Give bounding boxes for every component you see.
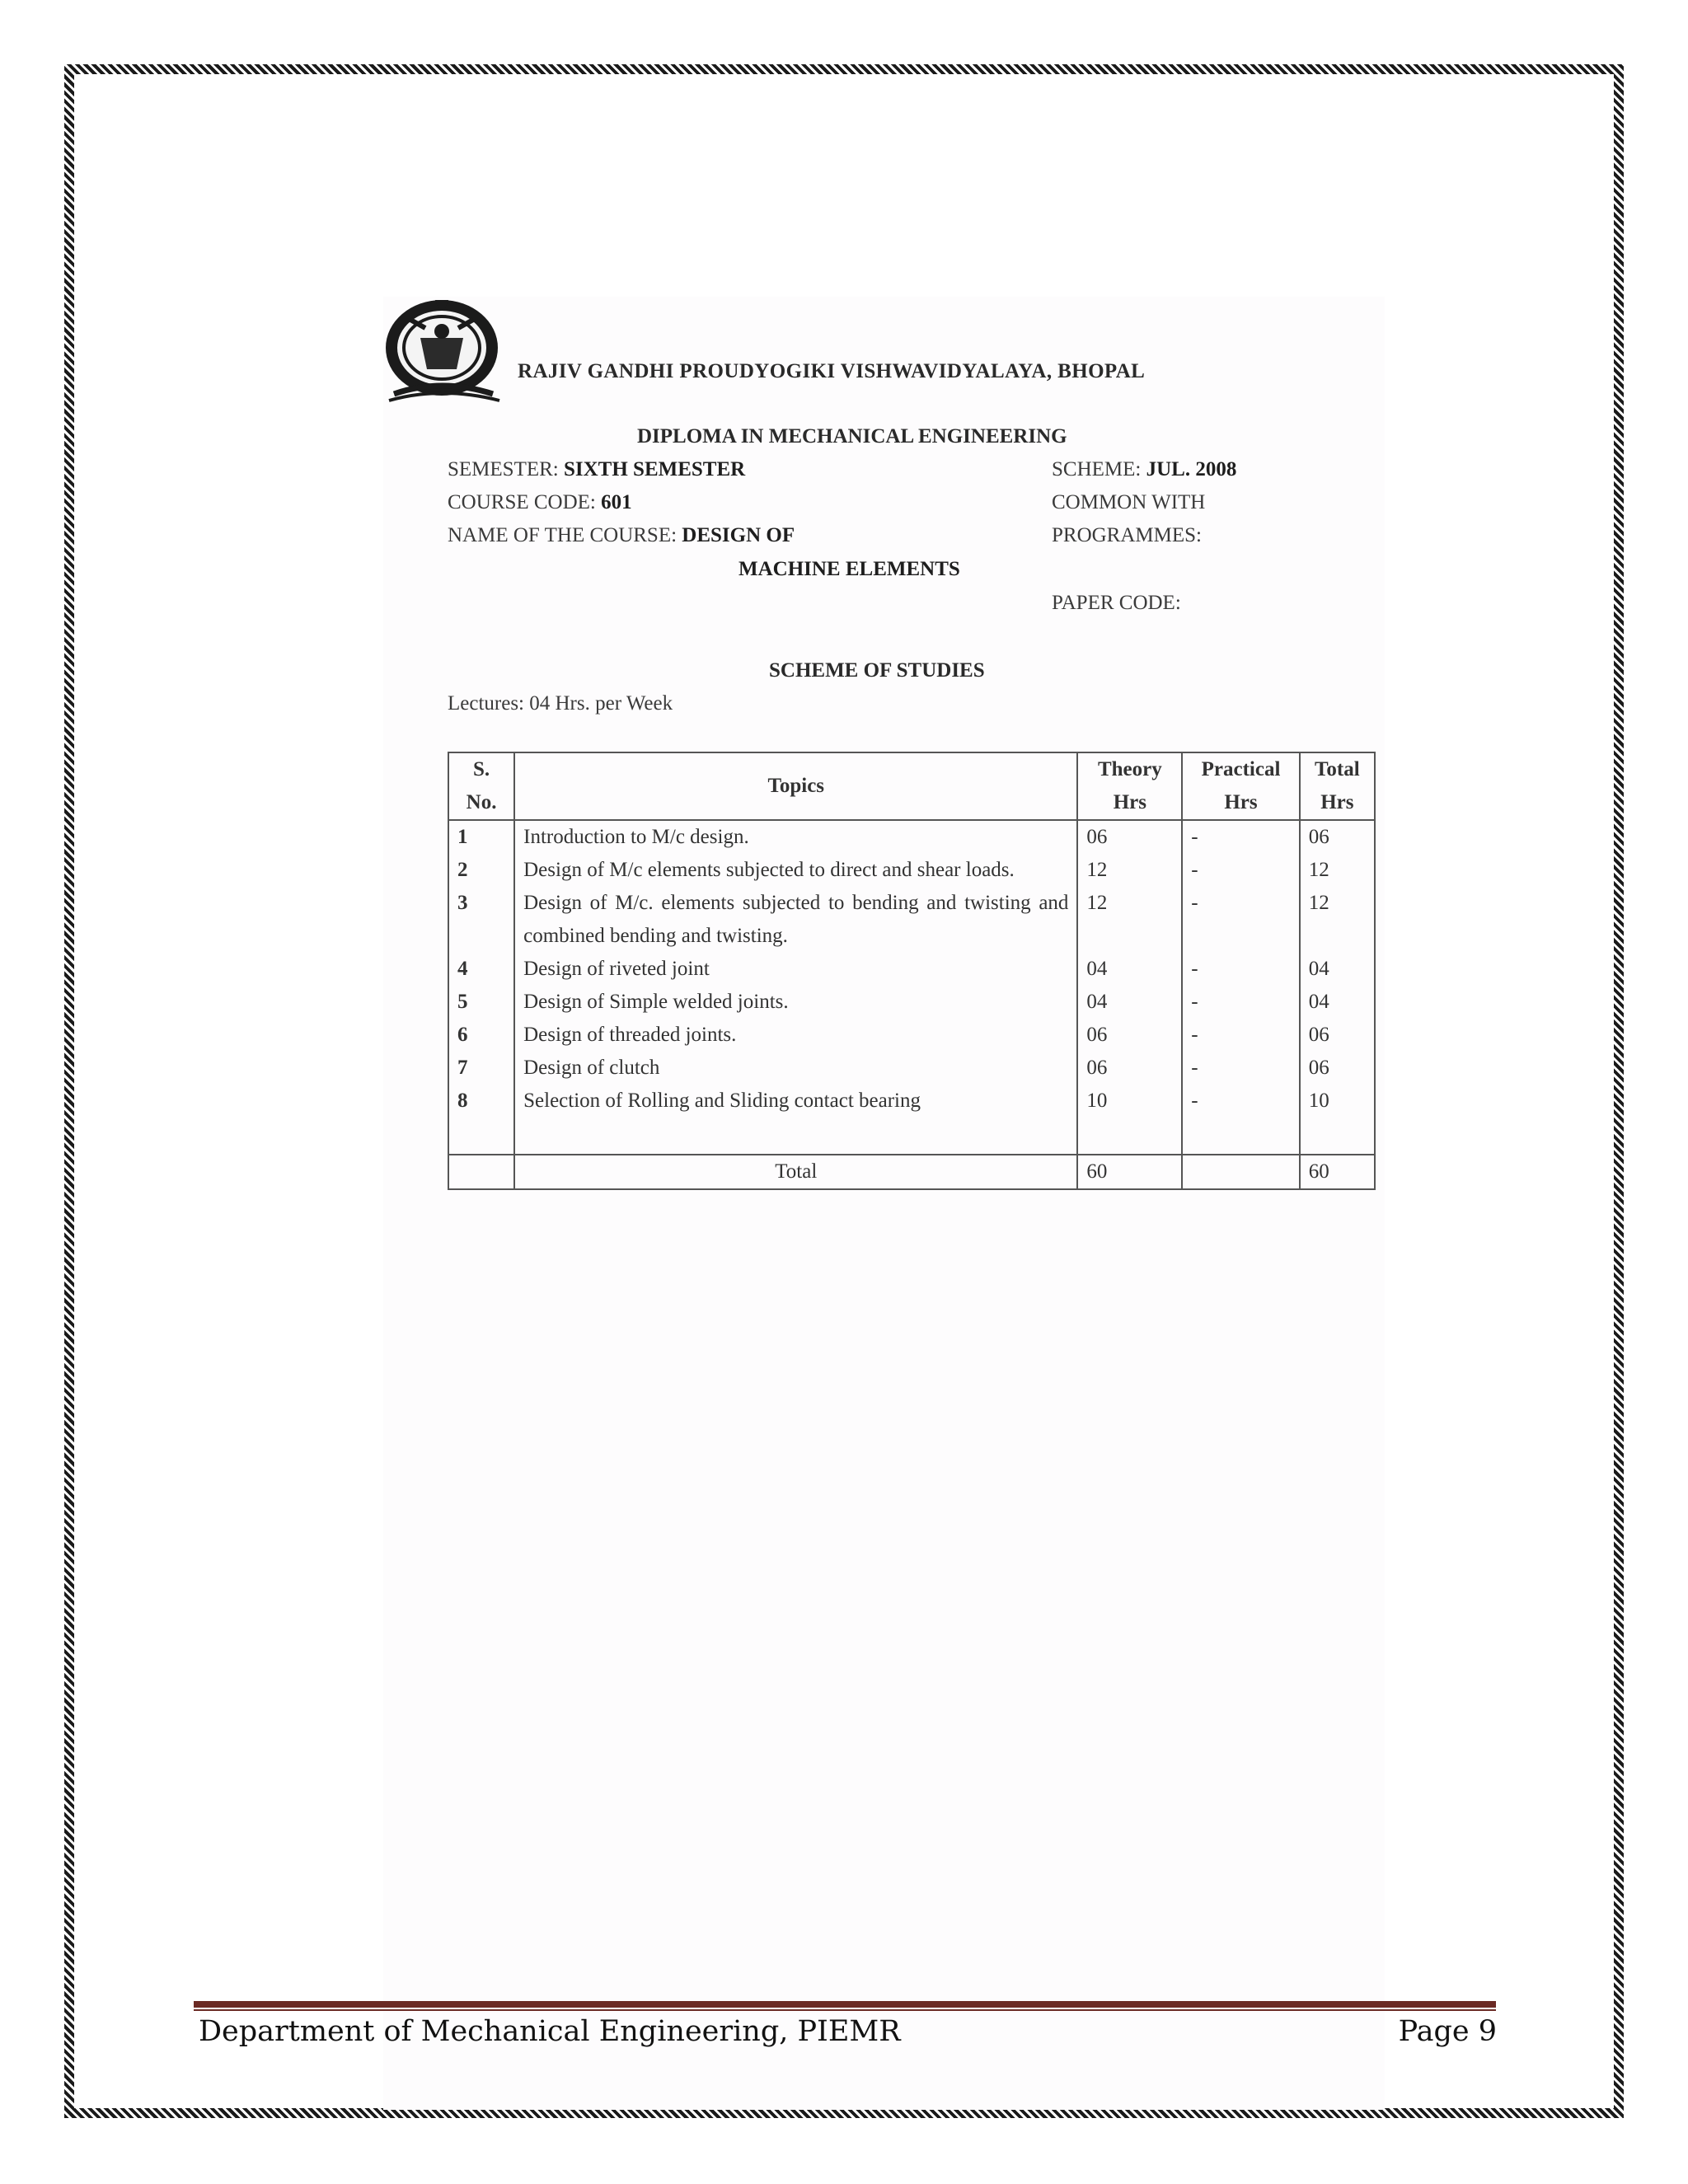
row-sno: 1	[448, 820, 514, 854]
row-topic: Design of M/c elements subjected to direct and shear loads.	[514, 854, 1077, 887]
row-practical: -	[1182, 953, 1299, 986]
row-total: 10	[1300, 1085, 1375, 1118]
total-practical	[1182, 1155, 1299, 1189]
row-sno: 7	[448, 1052, 514, 1085]
course-name-value-line1: DESIGN OF	[682, 524, 795, 546]
row-total: 04	[1300, 953, 1375, 986]
row-topic: Design of M/c. elements subjected to bending and twisting and combined bending and twisting.	[514, 887, 1077, 953]
row-theory: 10	[1077, 1085, 1182, 1118]
row-total: 04	[1300, 986, 1375, 1019]
row-theory: 06	[1077, 820, 1182, 854]
semester-label: SEMESTER:	[448, 458, 559, 480]
table-spacer-row	[448, 1118, 1375, 1155]
total-sno-blank	[448, 1155, 514, 1189]
row-total: 12	[1300, 854, 1375, 887]
row-theory: 06	[1077, 1052, 1182, 1085]
course-name-field	[448, 524, 795, 547]
row-topic: Design of clutch	[514, 1052, 1077, 1085]
semester-field	[448, 458, 745, 481]
row-practical: -	[1182, 1019, 1299, 1052]
row-practical: -	[1182, 820, 1299, 854]
footer-rule	[194, 2001, 1496, 2008]
header-practical: Practical Hrs	[1182, 752, 1299, 820]
row-sno: 3	[448, 887, 514, 953]
row-theory: 12	[1077, 854, 1182, 887]
table-row	[448, 953, 1375, 986]
row-sno: 5	[448, 986, 514, 1019]
paper-code-label: PAPER CODE:	[1052, 592, 1181, 614]
programmes-label: PROGRAMMES:	[1052, 524, 1202, 546]
total-hours: 60	[1300, 1155, 1375, 1189]
common-with-label: COMMON WITH	[1052, 491, 1206, 513]
row-total: 06	[1300, 1019, 1375, 1052]
semester-value: SIXTH SEMESTER	[564, 458, 746, 480]
row-sno: 8	[448, 1085, 514, 1118]
table-row	[448, 986, 1375, 1019]
scheme-field	[1052, 458, 1236, 481]
course-code-field	[448, 491, 632, 514]
row-total: 06	[1300, 820, 1375, 854]
table-row	[448, 1085, 1375, 1118]
row-topic: Design of threaded joints.	[514, 1019, 1077, 1052]
university-name: RAJIV GANDHI PROUDYOGIKI VISHWAVIDYALAYA, BHOPAL	[518, 360, 1146, 382]
row-sno: 6	[448, 1019, 514, 1052]
row-theory: 06	[1077, 1019, 1182, 1052]
scheme-label: SCHEME:	[1052, 458, 1142, 480]
scheme-of-studies-title: SCHEME OF STUDIES	[769, 659, 985, 682]
table-row	[448, 1052, 1375, 1085]
total-theory: 60	[1077, 1155, 1182, 1189]
table-total-row	[448, 1155, 1375, 1189]
row-topic: Design of Simple welded joints.	[514, 986, 1077, 1019]
programme-title: DIPLOMA IN MECHANICAL ENGINEERING	[637, 425, 1067, 448]
row-sno: 4	[448, 953, 514, 986]
row-theory: 04	[1077, 986, 1182, 1019]
course-name-value-line2: MACHINE ELEMENTS	[738, 558, 960, 580]
table-row	[448, 1019, 1375, 1052]
row-theory: 04	[1077, 953, 1182, 986]
row-topic: Design of riveted joint	[514, 953, 1077, 986]
footer-department: Department of Mechanical Engineering, PIEMR	[199, 2015, 901, 2048]
scheme-table	[448, 752, 1376, 1190]
row-total: 06	[1300, 1052, 1375, 1085]
row-total: 12	[1300, 887, 1375, 953]
row-practical: -	[1182, 887, 1299, 953]
table-row	[448, 854, 1375, 887]
row-practical: -	[1182, 986, 1299, 1019]
row-practical: -	[1182, 854, 1299, 887]
footer-page-number: Page 9	[1398, 2015, 1497, 2048]
header-topics: Topics	[514, 752, 1077, 820]
scheme-value: JUL. 2008	[1146, 458, 1237, 480]
course-name-label: NAME OF THE COURSE:	[448, 524, 678, 546]
header-theory: Theory Hrs	[1077, 752, 1182, 820]
university-seal-icon	[377, 295, 511, 412]
table-row	[448, 887, 1375, 953]
row-topic: Selection of Rolling and Sliding contact bearing	[514, 1085, 1077, 1118]
row-practical: -	[1182, 1085, 1299, 1118]
course-code-label: COURSE CODE:	[448, 491, 596, 513]
total-label: Total	[514, 1155, 1077, 1189]
table-header-row	[448, 752, 1375, 820]
footer-rule-thin	[194, 2009, 1496, 2011]
row-practical: -	[1182, 1052, 1299, 1085]
row-topic: Introduction to M/c design.	[514, 820, 1077, 854]
row-sno: 2	[448, 854, 514, 887]
course-code-value: 601	[601, 491, 632, 513]
header-total: Total Hrs	[1300, 752, 1375, 820]
lectures-per-week: Lectures: 04 Hrs. per Week	[448, 692, 673, 715]
table-row	[448, 820, 1375, 854]
row-theory: 12	[1077, 887, 1182, 953]
header-sno: S. No.	[448, 752, 514, 820]
